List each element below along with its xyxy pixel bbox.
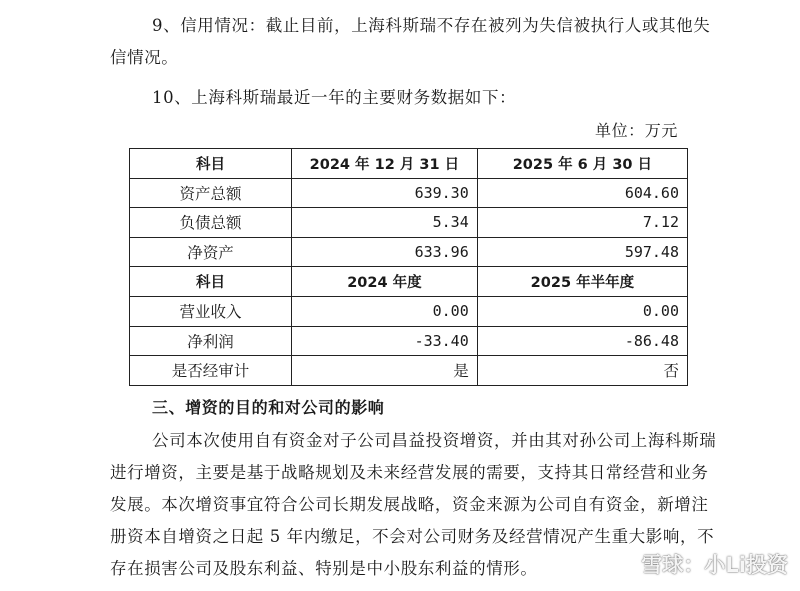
value-cell: 0.00 [292,296,478,326]
header-cell: 2024 年度 [292,267,478,297]
unit-label: 单位：万元 [594,121,678,140]
snowball-logo-icon [607,550,635,578]
row-label: 净利润 [130,326,292,356]
table-row [130,296,688,326]
value-cell: -86.48 [477,326,687,356]
financial-data-table [129,148,688,386]
value-cell: 5.34 [292,208,478,238]
table-row [130,356,688,386]
watermark-text: 雪球：小Li投资 [641,553,788,577]
value-cell: 639.30 [292,178,478,208]
row-label: 净资产 [130,237,292,267]
header-cell: 科目 [130,149,292,179]
row-label: 是否经审计 [130,356,292,386]
table-row [130,237,688,267]
value-cell: 是 [292,356,478,386]
row-label: 营业收入 [130,296,292,326]
section-body-line: 发展。本次增资事宜符合公司长期发展战略，资金来源为公司自有资金，新增注 [110,495,709,514]
section-body-line: 存在损害公司及股东利益、特别是中小股东利益的情形。 [110,559,538,578]
section-body-line: 公司本次使用自有资金对子公司昌益投资增资，并由其对孙公司上海科斯瑞 [152,431,717,450]
header-cell: 2025 年半年度 [477,267,687,297]
table-row [130,208,688,238]
section-body-line: 册资本自增资之日起 5 年内缴足，不会对公司财务及经营情况产生重大影响，不 [110,527,715,546]
header-cell: 2025 年 6 月 30 日 [477,149,687,179]
value-cell: 604.60 [477,178,687,208]
row-label: 负债总额 [130,208,292,238]
table-row [130,326,688,356]
value-cell: 597.48 [477,237,687,267]
section-heading: 三、增资的目的和对公司的影响 [152,398,385,417]
value-cell: -33.40 [292,326,478,356]
table-header-row [130,267,688,297]
value-cell: 否 [477,356,687,386]
section-body-line: 进行增资，主要是基于战略规划及未来经营发展的需要，支持其日常经营和业务 [110,463,709,482]
header-cell: 2024 年 12 月 31 日 [292,149,478,179]
value-cell: 0.00 [477,296,687,326]
row-label: 资产总额 [130,178,292,208]
paragraph-credit-status-line1: 9、信用情况：截止目前，上海科斯瑞不存在被列为失信被执行人或其他失 [152,16,711,35]
paragraph-financial-intro: 10、上海科斯瑞最近一年的主要财务数据如下： [152,88,517,107]
table-header-row [130,149,688,179]
header-cell: 科目 [130,267,292,297]
paragraph-credit-status-line2: 信情况。 [110,48,179,67]
table-row [130,178,688,208]
value-cell: 7.12 [477,208,687,238]
value-cell: 633.96 [292,237,478,267]
watermark [607,549,788,579]
